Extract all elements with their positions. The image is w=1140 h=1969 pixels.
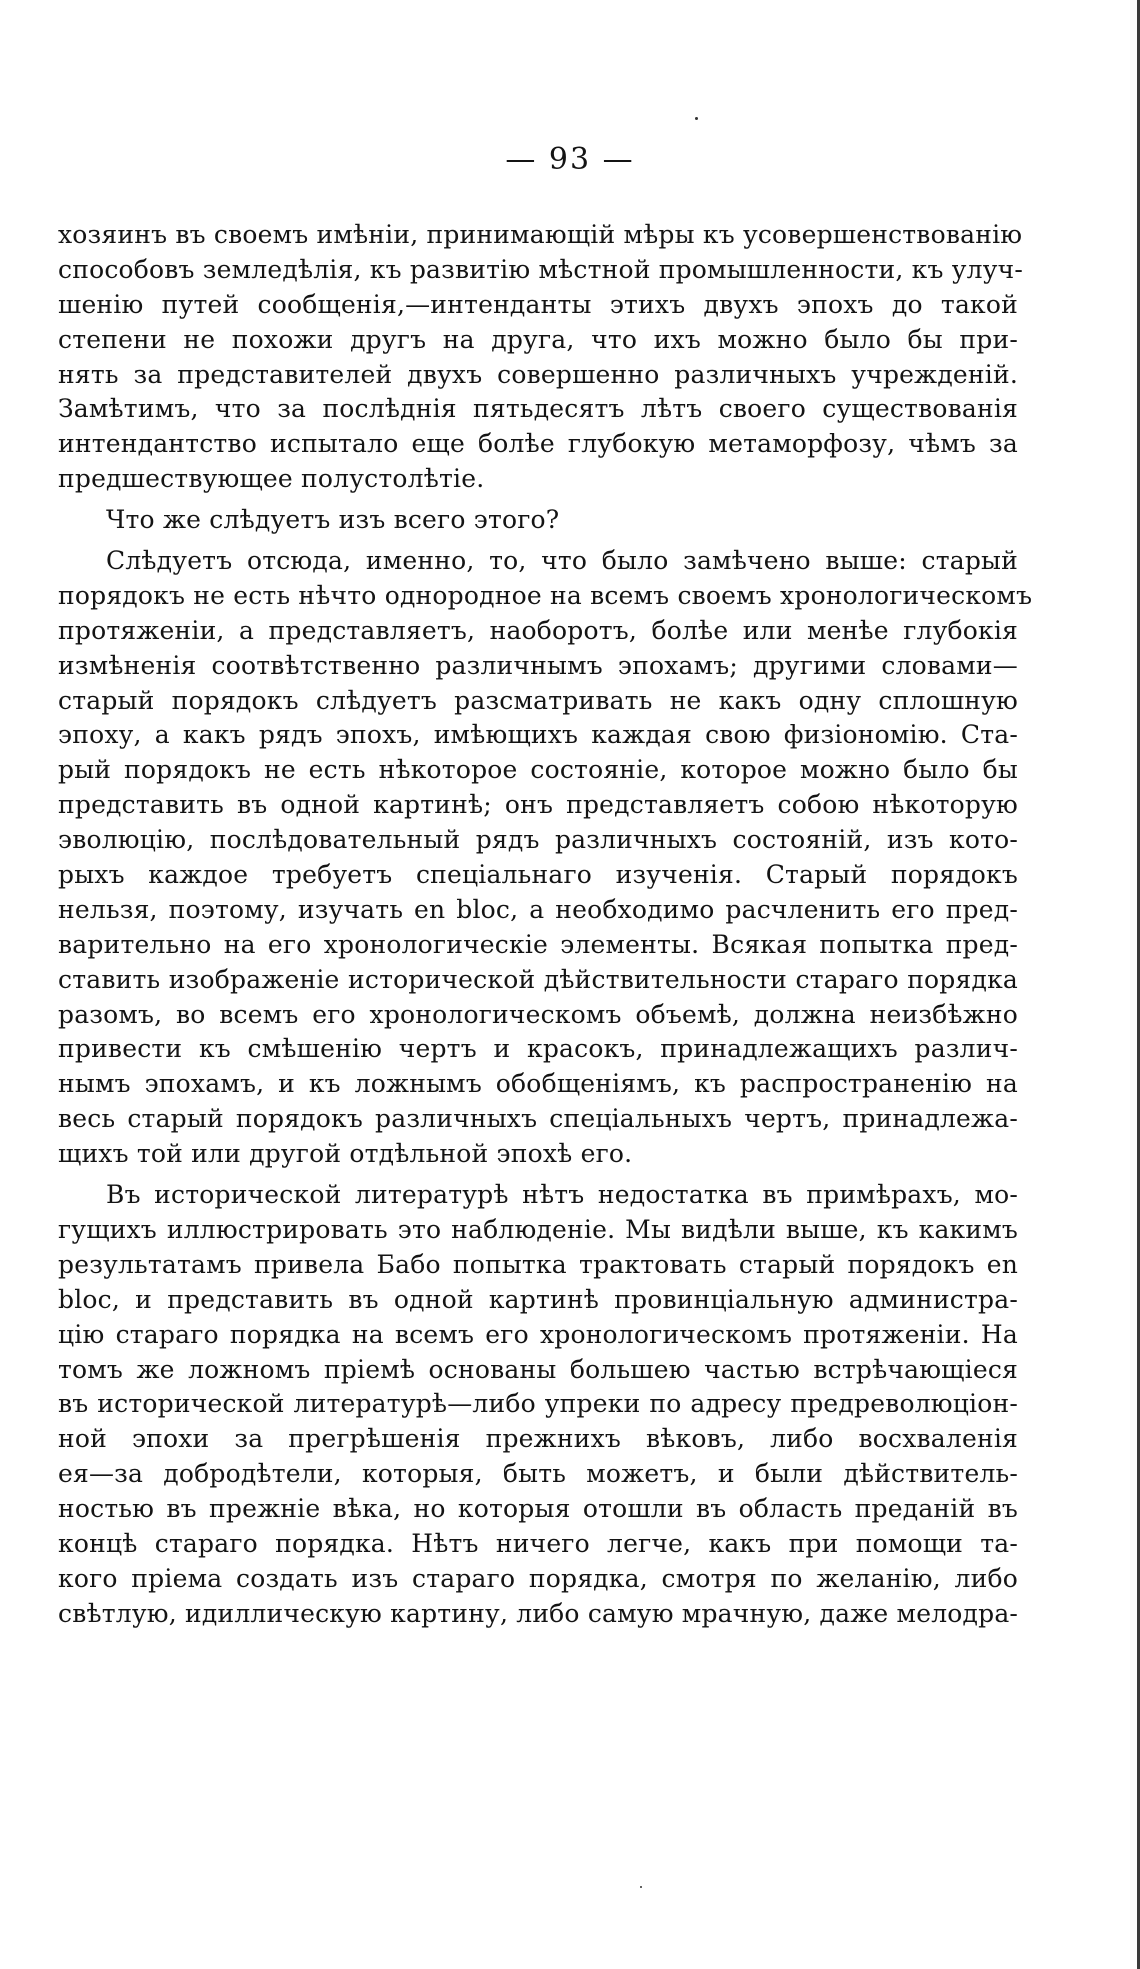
text-line: Что же слѣдуетъ изъ всего этого? bbox=[106, 505, 560, 535]
text-line: результатамъ привела Бабо попытка трактовать старый порядокъ en bbox=[58, 1249, 1018, 1279]
text-line: варительно на его хронологическіе элементы. Всякая попытка пред- bbox=[58, 929, 1018, 959]
text-line: предшествующее полустолѣтіе. bbox=[58, 464, 485, 494]
text-line: цію стараго порядка на всемъ его хронологическомъ протяженіи. На bbox=[58, 1319, 1018, 1349]
text-line: старый порядокъ слѣдуетъ разсматривать не какъ одну сплошную bbox=[58, 685, 1018, 715]
text-line: нымъ эпохамъ, и къ ложнымъ обобщеніямъ, къ распространенію на bbox=[58, 1069, 1018, 1099]
text-line: способовъ земледѣлія, къ развитію мѣстной промышленности, къ улуч- bbox=[58, 254, 1024, 284]
paragraph bbox=[58, 503, 1018, 538]
text-line: ностью въ прежніе вѣка, но которыя отошли въ область преданій въ bbox=[58, 1494, 1018, 1524]
paragraph bbox=[58, 218, 1024, 497]
text-line: томъ же ложномъ пріемѣ основаны большею частью встрѣчающіеся bbox=[58, 1354, 1018, 1384]
text-line: шенію путей сообщенія,—интенданты этихъ двухъ эпохъ до такой bbox=[58, 289, 1018, 319]
text-line: Въ исторической литературѣ нѣтъ недостатка въ примѣрахъ, мо- bbox=[106, 1180, 1018, 1210]
text-line: въ исторической литературѣ—либо упреки по адресу предреволюціон- bbox=[58, 1389, 1018, 1419]
text-line: ставить изображеніе исторической дѣйствительности стараго порядка bbox=[58, 964, 1018, 994]
text-line: привести къ смѣшенію чертъ и красокъ, принадлежащихъ различ- bbox=[58, 1034, 1018, 1064]
text-line: разомъ, во всемъ его хронологическомъ объемѣ, должна неизбѣжно bbox=[58, 999, 1018, 1029]
text-line: представить въ одной картинѣ; онъ представляетъ собою нѣкоторую bbox=[58, 790, 1018, 820]
text-line: хозяинъ въ своемъ имѣніи, принимающій мѣры къ усовершенствованію bbox=[58, 220, 1023, 249]
text-line: гущихъ иллюстрировать это наблюденіе. Мы видѣли выше, къ какимъ bbox=[58, 1214, 1018, 1244]
text-line: интендантство испытало еще болѣе глубокую метаморфозу, чѣмъ за bbox=[58, 429, 1018, 459]
text-line: порядокъ не есть нѣчто однородное на всемъ своемъ хронологическомъ bbox=[58, 580, 1033, 610]
text-line: степени не похожи другъ на друга, что ихъ можно было бы при- bbox=[58, 324, 1018, 354]
text-line: кого пріема создать изъ стараго порядка, смотря по желанію, либо bbox=[58, 1563, 1018, 1593]
text-line: рый порядокъ не есть нѣкоторое состояніе, которое можно было бы bbox=[58, 755, 1018, 785]
page-number: — 93 — bbox=[505, 142, 635, 177]
text-line: свѣтлую, идиллическую картину, либо самую мрачную, даже мелодра- bbox=[58, 1598, 1019, 1628]
text-line: весь старый порядокъ различныхъ спеціальныхъ чертъ, принадлежа- bbox=[58, 1104, 1018, 1134]
text-line: нельзя, поэтому, изучать en bloc, а необходимо расчленить его пред- bbox=[58, 894, 1018, 924]
text-line: щихъ той или другой отдѣльной эпохѣ его. bbox=[58, 1139, 633, 1169]
body-text bbox=[58, 218, 1033, 1632]
text-line: ея—за добродѣтели, которыя, быть можетъ, и были дѣйствитель- bbox=[58, 1459, 1018, 1489]
text-line: рыхъ каждое требуетъ спеціальнаго изученія. Старый порядокъ bbox=[58, 860, 1018, 890]
text-line: Замѣтимъ, что за послѣднія пятьдесятъ лѣтъ своего существованія bbox=[58, 394, 1018, 424]
text-line: эволюцію, послѣдовательный рядъ различныхъ состояній, изъ кото- bbox=[58, 825, 1018, 855]
text-line: ной эпохи за прегрѣшенія прежнихъ вѣковъ, либо восхваленія bbox=[58, 1424, 1018, 1454]
text-line: Слѣдуетъ отсюда, именно, то, что было замѣчено выше: старый bbox=[106, 546, 1018, 576]
paragraph bbox=[58, 1178, 1018, 1632]
scan-speck bbox=[695, 117, 698, 120]
text-line: концѣ стараго порядка. Нѣтъ ничего легче, какъ при помощи та- bbox=[58, 1528, 1018, 1558]
text-line: нять за представителей двухъ совершенно различныхъ учрежденій. bbox=[58, 359, 1018, 389]
scan-speck bbox=[640, 1886, 642, 1888]
text-line: измѣненія соотвѣтственно различнымъ эпохамъ; другими словами— bbox=[58, 650, 1018, 680]
paragraph bbox=[58, 544, 1033, 1172]
text-line: эпоху, а какъ рядъ эпохъ, имѣющихъ каждая свою физіономію. Ста- bbox=[58, 720, 1018, 750]
text-line: протяженіи, а представляетъ, наоборотъ, болѣе или менѣе глубокія bbox=[58, 615, 1018, 645]
text-line: bloc, и представить въ одной картинѣ провинціальную администра- bbox=[58, 1284, 1018, 1314]
